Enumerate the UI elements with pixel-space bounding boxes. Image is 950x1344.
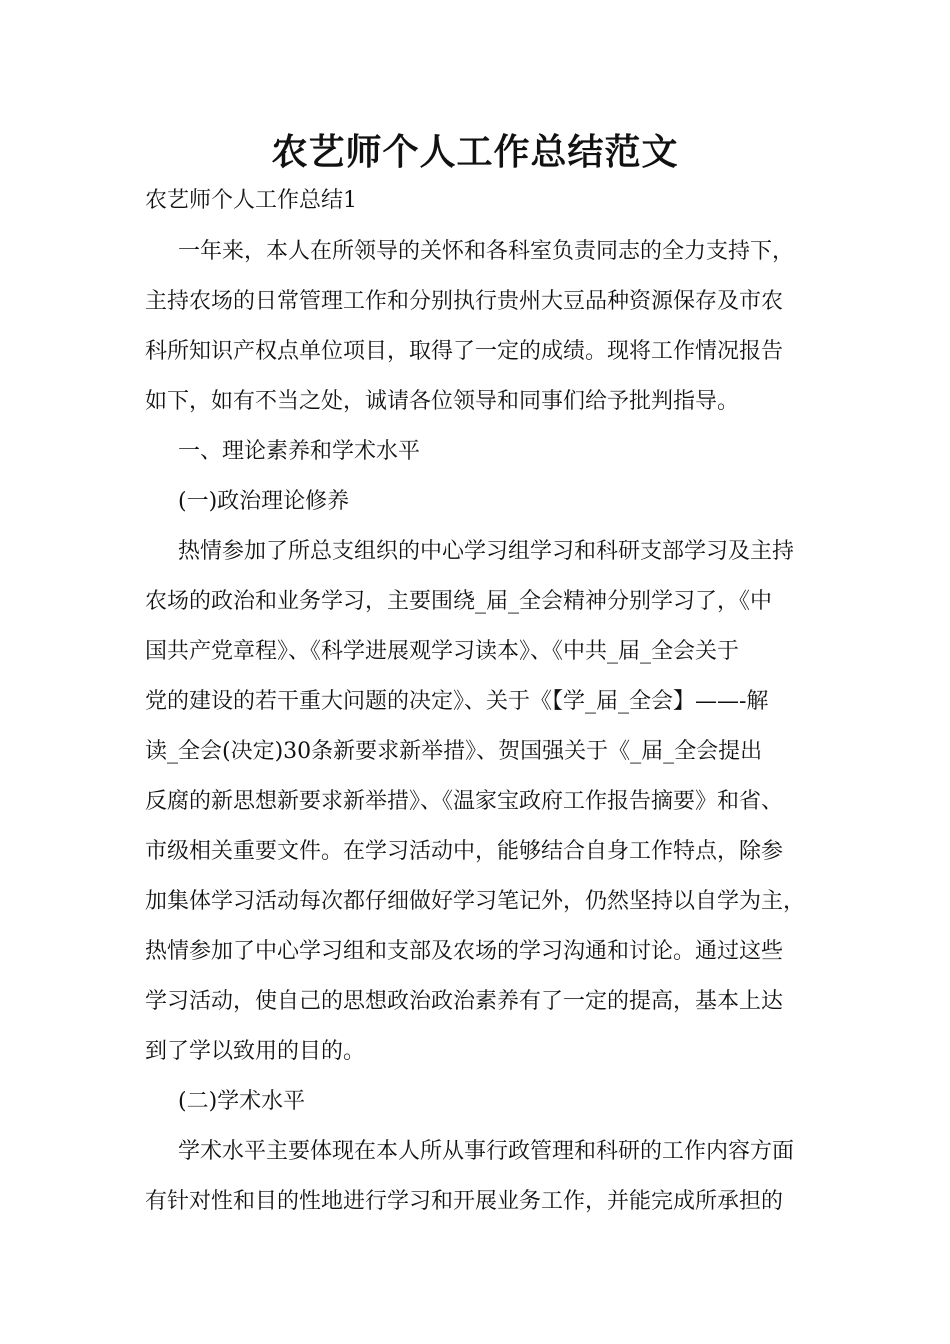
paragraph-line: 党的建设的若干重大问题的决定》、关于《【学_届_全会】——-解 [145, 689, 769, 714]
section-heading: 一、理论素养和学术水平 [178, 439, 421, 464]
paragraph-line: 市级相关重要文件。在学习活动中，能够结合自身工作特点，除参 [145, 839, 784, 864]
subsection-heading: (二)学术水平 [178, 1089, 306, 1114]
paragraph-line: 农场的政治和业务学习，主要围绕_届_全会精神分别学习了，《中 [145, 589, 773, 614]
paragraph-line: 加集体学习活动每次都仔细做好学习笔记外，仍然坚持以自学为主， [145, 889, 806, 914]
paragraph-line: 有针对性和目的性地进行学习和开展业务工作，并能完成所承担的 [145, 1189, 784, 1214]
subsection-heading: (一)政治理论修养 [178, 489, 350, 514]
paragraph-line: 学习活动，使自己的思想政治政治素养有了一定的提高，基本上达 [145, 989, 784, 1014]
section-subtitle: 农艺师个人工作总结1 [145, 188, 357, 213]
paragraph-line: 热情参加了中心学习组和支部及农场的学习沟通和讨论。通过这些 [145, 939, 784, 964]
paragraph-line: 到了学以致用的目的。 [145, 1039, 366, 1064]
paragraph-line: 学术水平主要体现在本人所从事行政管理和科研的工作内容方面 [178, 1139, 795, 1164]
paragraph-line: 读_全会(决定)30条新要求新举措》、贺国强关于《_届_全会提出 [145, 739, 763, 764]
document-title: 农艺师个人工作总结范文 [271, 131, 679, 173]
paragraph-line: 如下，如有不当之处，诚请各位领导和同事们给予批判指导。 [145, 389, 740, 414]
paragraph-line: 国共产党章程》、《科学进展观学习读本》、《中共_届_全会关于 [145, 639, 740, 664]
paragraph-line: 热情参加了所总支组织的中心学习组学习和科研支部学习及主持 [178, 539, 795, 564]
paragraph-line: 主持农场的日常管理工作和分别执行贵州大豆品种资源保存及市农 [145, 289, 784, 314]
paragraph-line: 科所知识产权点单位项目，取得了一定的成绩。现将工作情况报告 [145, 339, 784, 364]
paragraph-line: 一年来，本人在所领导的关怀和各科室负责同志的全力支持下， [178, 239, 795, 264]
paragraph-line: 反腐的新思想新要求新举措》、《温家宝政府工作报告摘要》和省、 [145, 789, 784, 814]
